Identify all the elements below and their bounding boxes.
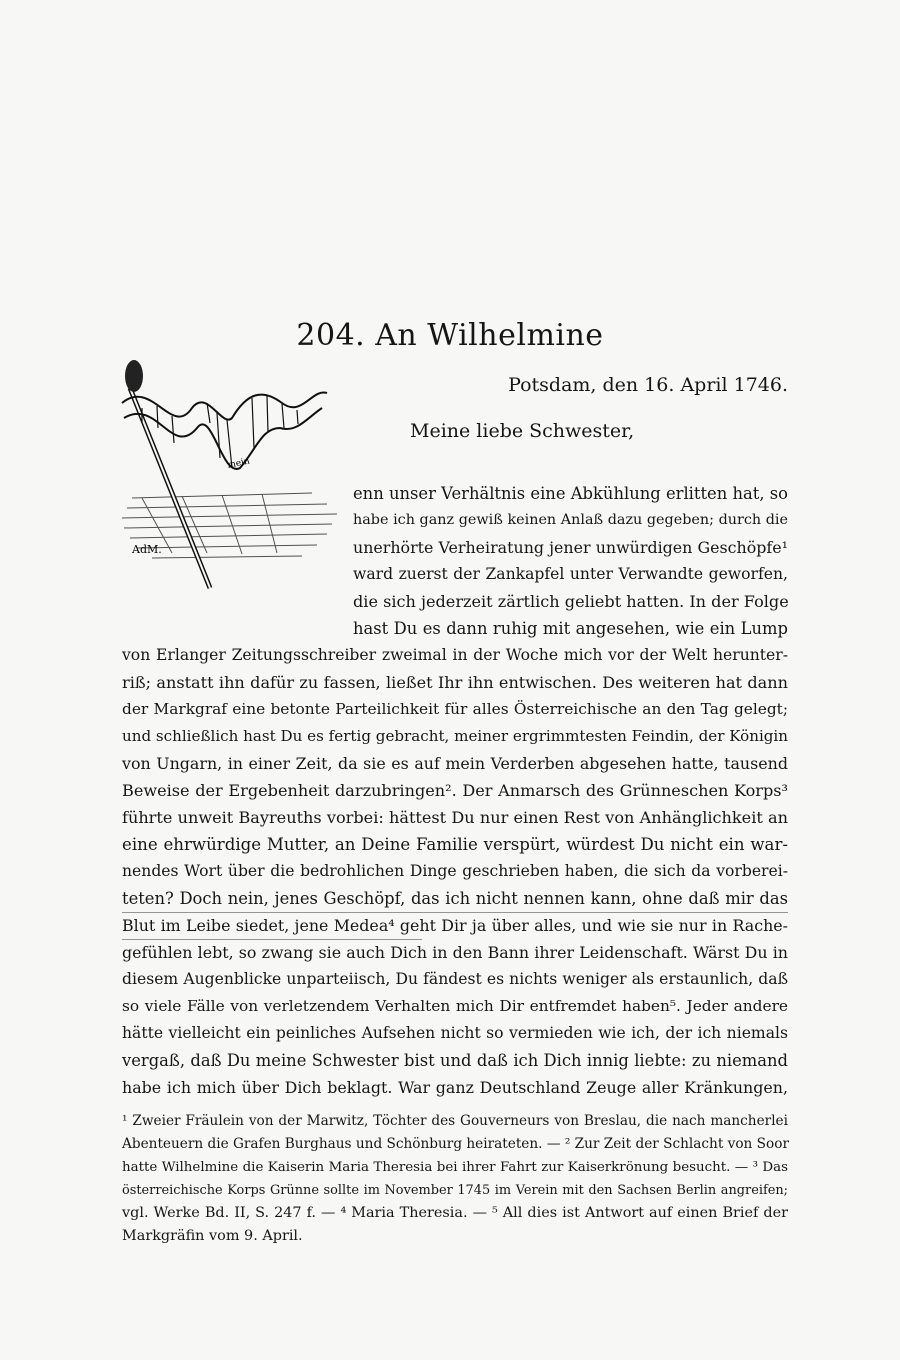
body-line-7: von Erlanger Zeitungsschreiber zweimal in der Woche mich vor der Welt herunter- <box>122 646 788 664</box>
body-line-18: gefühlen lebt, so zwang sie auch Dich in den Bann ihrer Leidenschaft. Wärst Du in <box>122 943 788 962</box>
footnote-line-4: österreichische Korps Grünne sollte im November 1745 im Verein mit den Sachsen Berlin angreifen; <box>122 1183 788 1198</box>
body-line-13: führte unweit Bayreuths vorbei: hättest Du nur einen Rest von Anhänglichkeit an <box>122 808 788 827</box>
body-line-4: ward zuerst der Zankapfel unter Verwandte geworfen, <box>353 565 788 583</box>
body-line-22: vergaß, daß Du meine Schwester bist und daß ich Dich innig liebte: zu niemand <box>122 1051 788 1070</box>
body-line-14: eine ehrwürdige Mutter, an Deine Familie verspürt, würdest Du nicht ein war- <box>122 835 788 854</box>
initial-w-illustration <box>112 348 352 593</box>
body-line-21: hätte vielleicht ein peinliches Aufsehen nicht so vermieden wie ich, der ich niemals <box>122 1024 788 1042</box>
footnote-line-3: hatte Wilhelmine die Kaiserin Maria Theresia bei ihrer Fahrt zur Kaiserkrönung besucht. — ³ Das <box>122 1160 788 1175</box>
body-line-12: Beweise der Ergebenheit darzubringen². Der Anmarsch des Grünneschen Korps³ <box>122 781 788 800</box>
salutation: Meine liebe Schwester, <box>410 420 635 442</box>
body-line-1: enn unser Verhältnis eine Abkühlung erlitten hat, so <box>353 484 788 503</box>
footnote-line-6: Markgräfin vom 9. April. <box>122 1228 303 1244</box>
body-line-8: riß; anstatt ihn dafür zu fassen, ließet Ihr ihn entwischen. Des weiteren hat dann <box>122 673 788 692</box>
artist-signature: AdM. <box>132 543 162 556</box>
body-line-5: die sich jederzeit zärtlich geliebt hatten. In der Folge <box>353 592 789 611</box>
dateline: Potsdam, den 16. April 1746. <box>508 374 788 396</box>
footnote-line-1: ¹ Zweier Fräulein von der Marwitz, Töchter des Gouverneurs von Breslau, die nach mancherlei <box>122 1113 788 1129</box>
body-line-10: und schließlich hast Du es fertig gebracht, meiner ergrimmtesten Feindin, der Königin <box>122 727 788 745</box>
ribbon-text: mein <box>226 456 251 471</box>
body-line-20: so viele Fälle von verletzendem Verhalten mich Dir entfremdet haben⁵. Jeder andere <box>122 997 788 1015</box>
body-line-19: diesem Augenblicke unparteiisch, Du fändest es nichts weniger als erstaunlich, daß <box>122 970 788 988</box>
body-line-17: Blut im Leibe siedet, jene Medea⁴ geht Dir ja über alles, und wie sie nur in Rache- <box>122 916 788 935</box>
body-line-6: hast Du es dann ruhig mit angesehen, wie ein Lump <box>353 619 788 638</box>
pencil-underline-1 <box>122 912 788 913</box>
body-line-23: habe ich mich über Dich beklagt. War ganz Deutschland Zeuge aller Kränkungen, <box>122 1078 788 1097</box>
footnote-line-5: vgl. Werke Bd. II, S. 247 f. — ⁴ Maria Theresia. — ⁵ All dies ist Antwort auf einen Brief der <box>122 1205 788 1221</box>
body-line-16: teten? Doch nein, jenes Geschöpf, das ich nicht nennen kann, ohne daß mir das <box>122 889 788 908</box>
letter-title: 204. An Wilhelmine <box>296 318 604 353</box>
body-line-2: habe ich ganz gewiß keinen Anlaß dazu gegeben; durch die <box>353 512 788 528</box>
body-line-11: von Ungarn, in einer Zeit, da sie es auf mein Verderben abgesehen hatte, tausend <box>122 754 788 773</box>
body-line-9: der Markgraf eine betonte Parteilichkeit für alles Österreichische an den Tag gelegt; <box>122 700 788 718</box>
body-line-15: nendes Wort über die bedrohlichen Dinge geschrieben haben, die sich da vorberei- <box>122 862 788 880</box>
footnote-line-2: Abenteuern die Grafen Burghaus und Schönburg heirateten. — ² Zur Zeit der Schlacht von Soor <box>122 1136 789 1152</box>
body-line-3: unerhörte Verheiratung jener unwürdigen Geschöpfe¹ <box>353 538 788 557</box>
pencil-underline-2 <box>122 939 422 940</box>
